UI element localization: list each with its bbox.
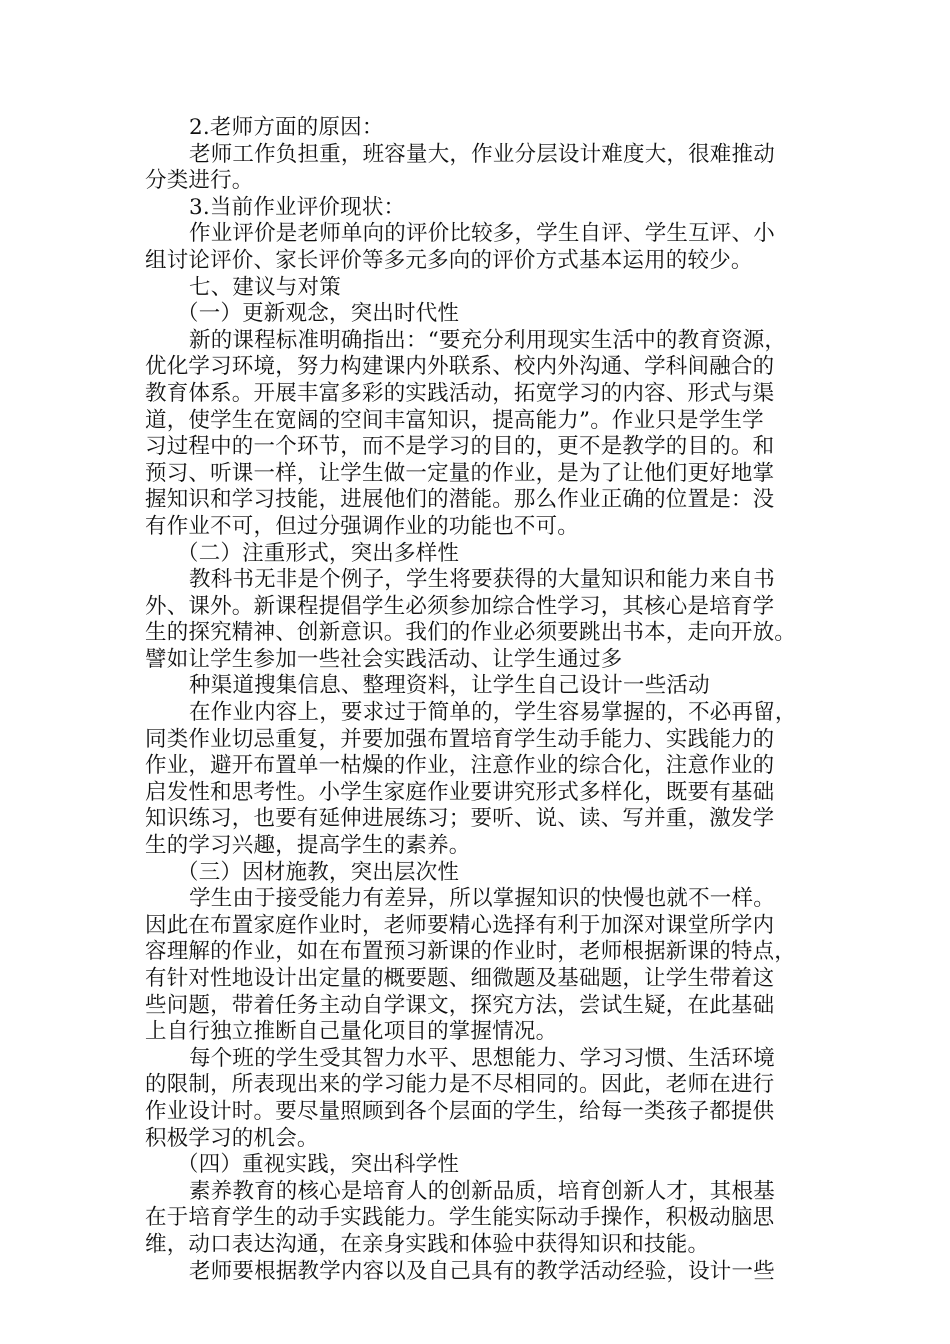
text-line: 3.当前作业评价现状： <box>189 194 406 220</box>
text-line: 种渠道搜集信息、整理资料，让学生自己设计一些活动 <box>189 673 710 699</box>
text-line: 启发性和思考性。小学生家庭作业要讲究形式多样化，既要有基础 <box>145 779 775 805</box>
text-line: 作业，避开布置单一枯燥的作业，注意作业的综合化，注意作业的 <box>145 753 775 779</box>
text-line: 老师工作负担重，班容量大，作业分层设计难度大，很难推动 <box>189 141 775 167</box>
text-line: 每个班的学生受其智力水平、思想能力、学习习惯、生活环境 <box>189 1045 775 1071</box>
text-line: 七、建议与对策 <box>189 274 341 300</box>
text-line: （四）重视实践，突出科学性 <box>177 1152 460 1178</box>
text-line: 维，动口表达沟通，在亲身实践和体验中获得知识和技能。 <box>145 1231 710 1257</box>
text-line: 在于培育学生的动手实践能力。学生能实际动手操作，积极动脑思 <box>145 1205 775 1231</box>
text-line: 作业评价是老师单向的评价比较多，学生自评、学生互评、小 <box>189 221 775 247</box>
text-line: 有针对性地设计出定量的概要题、细微题及基础题，让学生带着这 <box>145 966 775 991</box>
text-line: 在作业内容上，要求过于简单的，学生容易掌握的，不必再留， <box>189 700 797 726</box>
text-line: 握知识和学习技能，进展他们的潜能。那么作业正确的位置是：没 <box>145 487 775 513</box>
text-line: （三）因材施教，突出层次性 <box>177 859 460 885</box>
text-line: 教育体系。开展丰富多彩的实践活动，拓宽学习的内容、形式与渠 <box>145 380 775 406</box>
text-line: 同类作业切忌重复，并要加强布置培育学生动手能力、实践能力的 <box>145 726 775 752</box>
text-line: 因此在布置家庭作业时，老师要精心选择有利于加深对课堂所学内 <box>145 912 775 938</box>
text-line: 素养教育的核心是培育人的创新品质，培育创新人才，其根基 <box>189 1178 775 1204</box>
text-line: 知识练习，也要有延伸进展练习；要听、说、读、写并重，激发学 <box>145 806 775 832</box>
text-line: 生的学习兴趣，提高学生的素养。 <box>145 833 471 859</box>
text-line: 有作业不可，但过分强调作业的功能也不可。 <box>145 513 580 539</box>
text-line: （二）注重形式，突出多样性 <box>177 540 460 566</box>
text-line: 老师要根据教学内容以及自己具有的教学活动经验，设计一些 <box>189 1258 775 1284</box>
text-line: 譬如让学生参加一些社会实践活动、让学生通过多 <box>145 646 623 672</box>
text-line: 组讨论评价、家长评价等多元多向的评价方式基本运用的较少。 <box>145 247 753 273</box>
text-line: 外、课外。新课程提倡学生必须参加综合性学习，其核心是培育学 <box>145 593 775 619</box>
document-page <box>145 115 825 1285</box>
text-line: 教科书无非是个例子，学生将要获得的大量知识和能力来自书 <box>189 567 775 593</box>
text-line: 学生由于接受能力有差异，所以掌握知识的快慢也就不一样。 <box>189 886 775 912</box>
text-line: 优化学习环境，努力构建课内外联系、校内外沟通、学科间融合的 <box>145 354 775 380</box>
text-line: 的限制，所表现出来的学习能力是不尽相同的。因此，老师在进行 <box>145 1072 775 1098</box>
text-line: 上自行独立推断自己量化项目的掌握情况。 <box>145 1019 558 1045</box>
text-line: 道，使学生在宽阔的空间丰富知识，提高能力”。作业只是学生学 <box>145 407 764 433</box>
text-line: 分类进行。 <box>145 168 254 194</box>
text-line: 作业设计时。要尽量照顾到各个层面的学生，给每一类孩子都提供 <box>145 1098 775 1124</box>
text-line: 积极学习的机会。 <box>145 1125 319 1151</box>
text-line: 新的课程标准明确指出：“要充分利用现实生活中的教育资源， <box>189 327 787 353</box>
text-line: 2.老师方面的原因： <box>189 115 384 140</box>
text-line: 习过程中的一个环节，而不是学习的目的，更不是教学的目的。和 <box>145 434 775 460</box>
text-line: （一）更新观念，突出时代性 <box>177 301 460 327</box>
text-line: 些问题，带着任务主动自学课文，探究方法，尝试生疑，在此基础 <box>145 992 775 1018</box>
text-line: 生的探究精神、创新意识。我们的作业必须要跳出书本，走向开放。 <box>145 620 797 646</box>
text-line: 容理解的作业，如在布置预习新课的作业时，老师根据新课的特点， <box>145 939 797 965</box>
text-line: 预习、听课一样，让学生做一定量的作业，是为了让他们更好地掌 <box>145 460 775 486</box>
